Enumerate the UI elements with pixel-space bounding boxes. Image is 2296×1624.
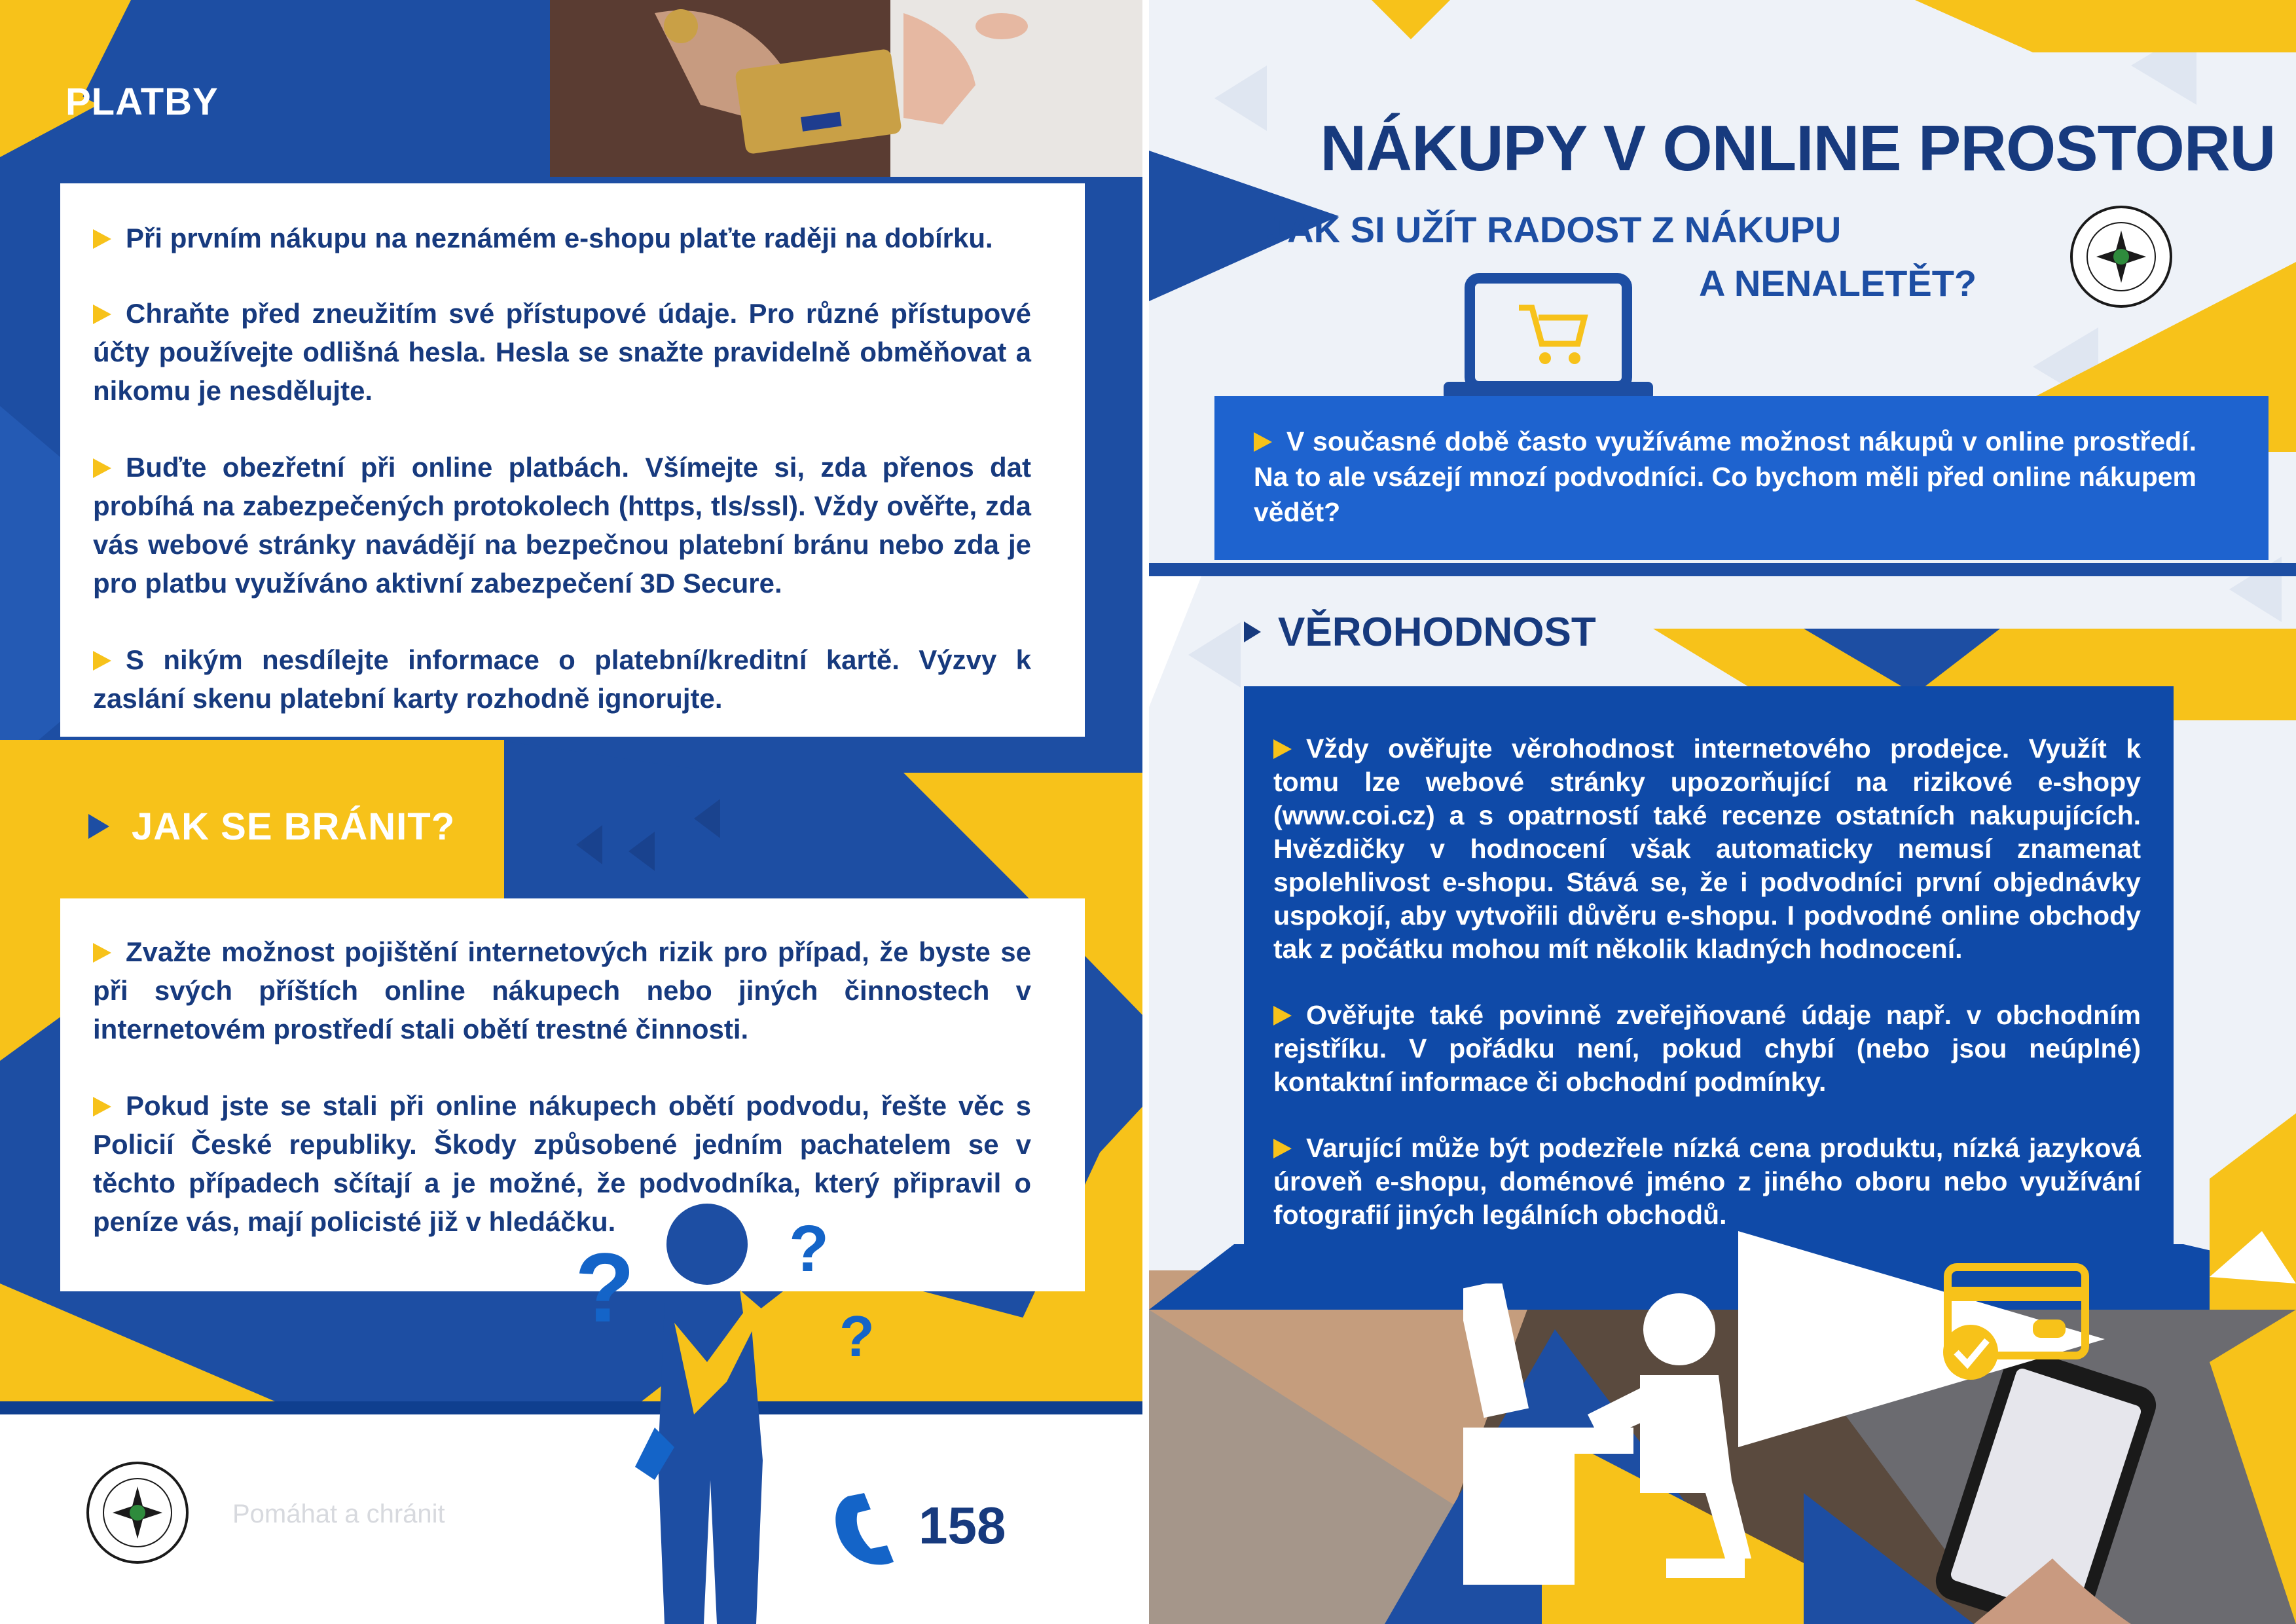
verohodnost-paragraph: Vždy ověřujte věrohodnost internetového prodejce. Využít k tomu lze webové stránky upozorňující na rizikové e-shopy (www.coi.cz) a s opatrností také recenze ostatních nakupujících. Hvězdičky v hodnocení však automaticky nemusí znamenat spolehlivost e-shopu. Stává se, že i podvodníci první objednávky uspokojí, aby vytvořili důvěru e-shopu. I podvodné online obchody tak z počátku mohou mít několik kladných hodnocení. [1273,733,2141,964]
subtitle-line1: JAK SI UŽÍT RADOST Z NÁKUPU [1267,209,1842,250]
verohodnost-box [1244,686,2174,1276]
question-mark-icon: ? [575,1232,635,1342]
arrow-bullet-icon [93,943,111,963]
branit-title: JAK SE BRÁNIT? [132,805,456,848]
arrow-bullet-icon [1273,739,1292,759]
phone-number: 158 [919,1496,1006,1555]
heading-arrow-icon [88,814,109,839]
phone-contact [828,1483,1006,1568]
verohodnost-paragraph: Ověřujte také povinně zveřejňované údaje např. v obchodním rejstříku. V pořádku není, pokud chybí (nebo jsou neúplné) kontaktní informace či obchodní podmínky. [1273,1000,2141,1097]
thinking-person-icon [629,1198,799,1624]
arrow-bullet-icon [93,229,111,249]
left-page [0,0,1142,1624]
person-at-computer-icon [1463,1283,1804,1585]
verohodnost-title: VĚROHODNOST [1278,609,1596,655]
intro-paragraph: V současné době často využíváme možnost nákupů v online prostředí. Na to ale vsázejí mnozí podvodníci. Co bychom měli před online nákupem vědět? [1254,426,2196,527]
platby-paragraph: Při prvním nákupu na neznámém e-shopu plaťte raději na dobírku. [93,219,1031,257]
platby-title: PLATBY [65,81,219,123]
platby-paragraph: S nikým nesdílejte informace o platební/kreditní kartě. Výzvy k zaslání skenu platební karty rozhodně ignorujte. [93,644,1031,714]
police-logo [85,1460,190,1565]
platby-paragraph: Chraňte před zneužitím své přístupové údaje. Pro různé přístupové účty používejte odlišná hesla. Hesla se snažte pravidelně obměňovat a nikomu je nesdělujte. [93,298,1031,406]
card-payment-photo [550,0,1142,177]
subtitle-line2: A NENALETĚT? [1699,263,1977,304]
verohodnost-heading-container [1244,606,1596,658]
motto-text: Pomáhat a chránit [232,1500,445,1528]
branit-paragraph: Zvažte možnost pojištění internetových rizik pro případ, že byste se při svých příštích online nákupech nebo jiných činnostech v internetovém prostředí stali obětí trestné činnosti. [93,936,1031,1044]
branit-heading-container [88,800,455,853]
question-mark-icon: ? [839,1304,875,1369]
main-title: NÁKUPY V ONLINE PROSTORU [1320,112,2276,184]
police-logo [2069,204,2174,309]
police-star-icon [85,1460,190,1565]
platby-paragraph: Buďte obezřetní při online platbách. Všímejte si, zda přenos dat probíhá na zabezpečených protokolech (https, tls/ssl). Vždy ověřte, zda vás webové stránky navádějí na bezpečnou platební bránu nebo zda je pro platbu využíváno aktivní zabezpečení 3D Secure. [93,452,1031,599]
right-page [1149,0,2296,1624]
arrow-bullet-icon [93,458,111,478]
question-mark-icon: ? [789,1212,829,1285]
verohodnost-paragraph: Varující může být podezřele nízká cena produktu, nízká jazyková úroveň e-shopu, doménové jméno z jiného oboru nebo využívání fotografií jiných legálních obchodů. [1273,1133,2141,1230]
arrow-bullet-icon [1273,1006,1292,1025]
intro-box [1214,396,2269,560]
main-title-container [1149,111,2296,185]
branit-card [60,898,1085,1291]
arrow-bullet-icon [1273,1139,1292,1158]
branit-paragraph: Pokud jste se stali při online nákupech obětí podvodu, řešte věc s Policií České republiky. Škody způsobené jedním pachatelem se v těchto případech sčítají a je možné, že podvodníka, který připravil o peníze vás, mají policisté již v hledáčku. [93,1090,1031,1237]
platby-heading-container [65,80,219,124]
heading-arrow-icon [1244,621,1261,642]
arrow-bullet-icon [93,304,111,324]
arrow-bullet-icon [1254,432,1272,452]
police-star-icon [2069,204,2174,309]
laptop-cart-icon [1444,272,1653,403]
phone-icon [828,1483,907,1568]
arrow-bullet-icon [93,1097,111,1116]
arrow-bullet-icon [93,651,111,671]
platby-card [60,183,1085,737]
credit-card-check-icon [1935,1261,2092,1385]
